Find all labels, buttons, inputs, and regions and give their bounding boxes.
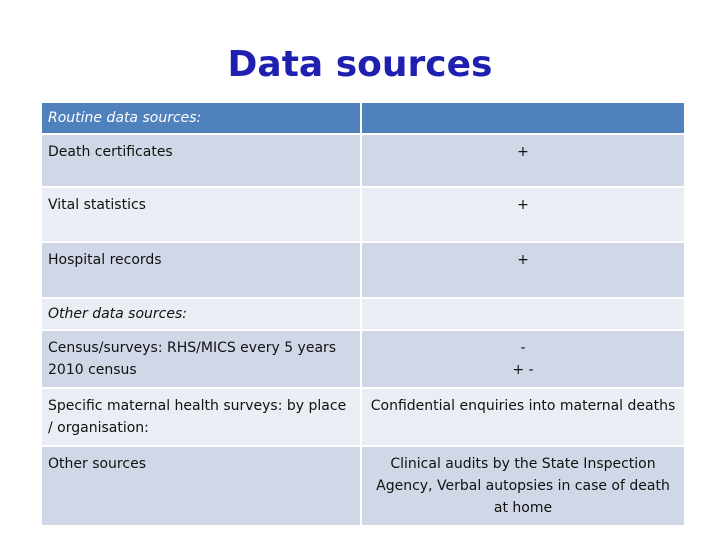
source-label: Other sources — [41, 446, 361, 526]
source-detail: Clinical audits by the State Inspection Agency, Verbal autopsies in case of death at home — [361, 446, 685, 526]
source-label: Vital statistics — [41, 187, 361, 242]
data-sources-table — [40, 101, 686, 527]
source-label: Census/surveys: RHS/MICS every 5 years 2010 census — [41, 330, 361, 388]
slide-title: Data sources — [227, 44, 493, 85]
table-row — [41, 446, 685, 526]
table-row — [41, 134, 685, 187]
header-cell-empty — [361, 102, 685, 134]
source-label: Death certificates — [41, 134, 361, 187]
table-subheader-row — [41, 298, 685, 330]
availability-mark: + — [361, 242, 685, 298]
availability-mark: + — [361, 134, 685, 187]
availability-mark-line2: + - — [512, 362, 534, 378]
availability-mark: + — [361, 187, 685, 242]
table-header-row — [41, 102, 685, 134]
table-row — [41, 330, 685, 388]
subheader-cell-other: Other data sources: — [41, 298, 361, 330]
source-label: Hospital records — [41, 242, 361, 298]
table-row — [41, 388, 685, 446]
availability-mark-line1: - — [520, 340, 526, 356]
source-label: Specific maternal health surveys: by place / organisation: — [41, 388, 361, 446]
table-row — [41, 187, 685, 242]
source-detail: Confidential enquiries into maternal deaths — [361, 388, 685, 446]
availability-mark — [361, 330, 685, 388]
table-row — [41, 242, 685, 298]
subheader-cell-empty — [361, 298, 685, 330]
header-cell-routine: Routine data sources: — [41, 102, 361, 134]
